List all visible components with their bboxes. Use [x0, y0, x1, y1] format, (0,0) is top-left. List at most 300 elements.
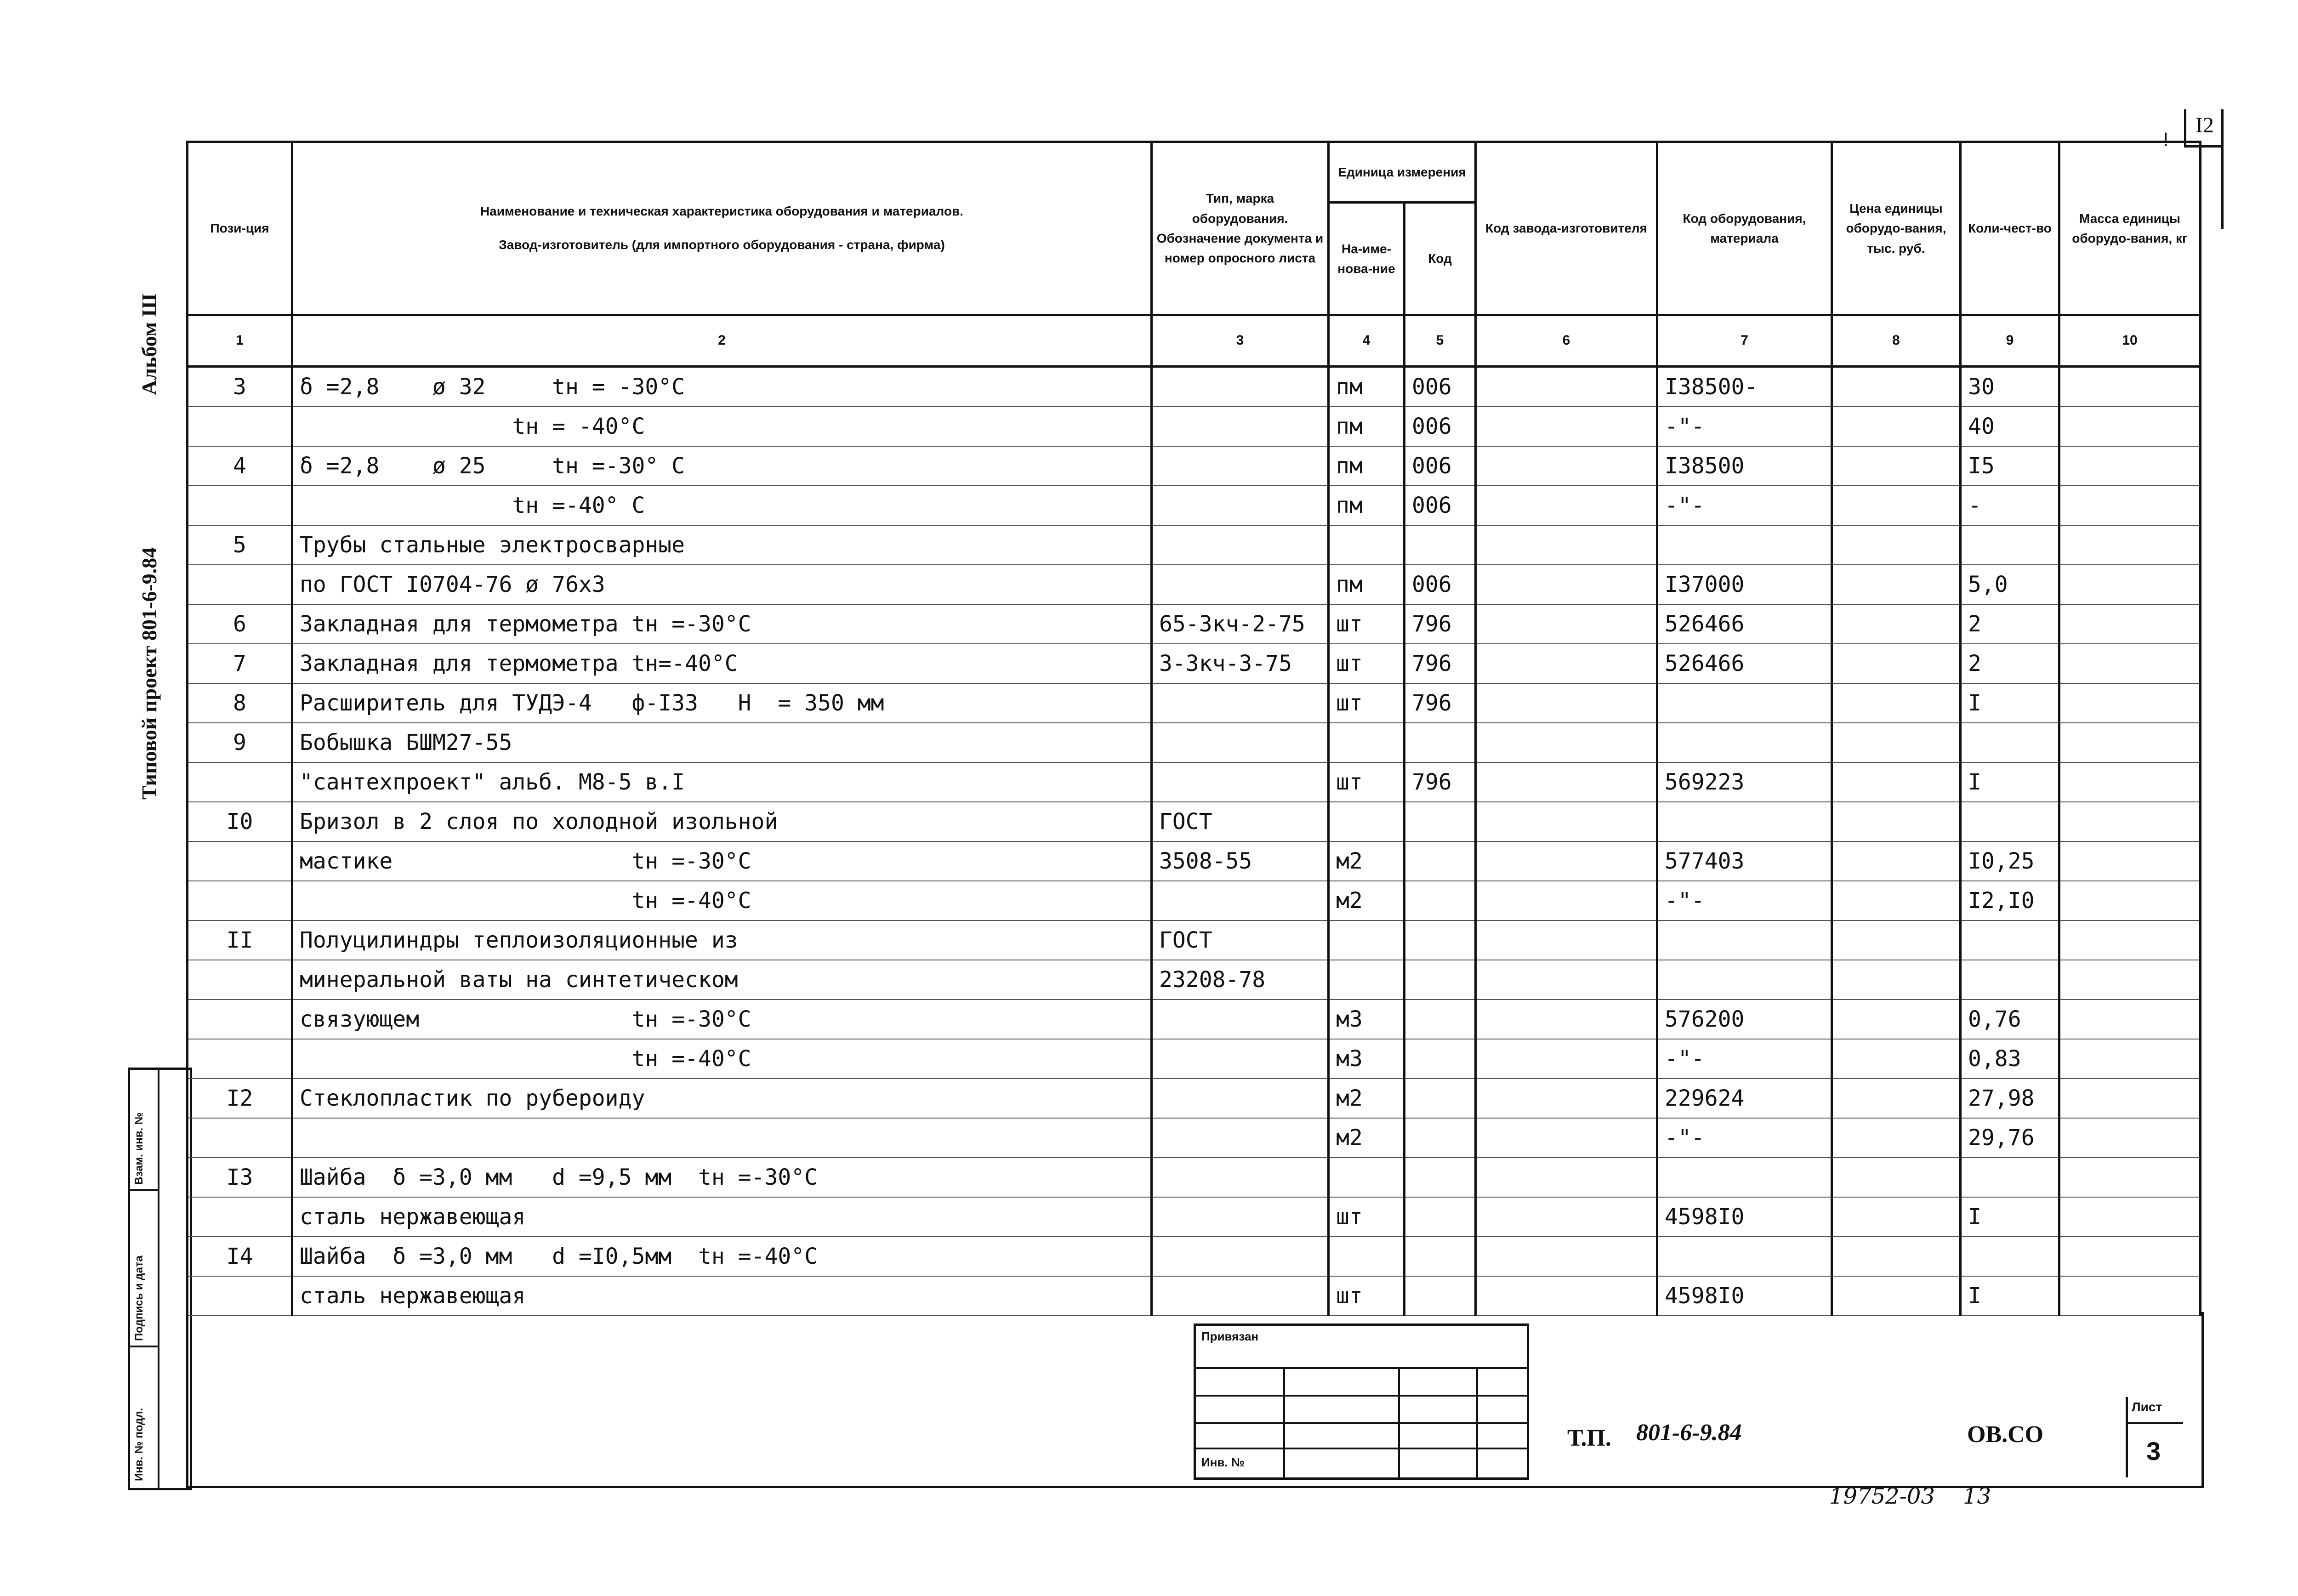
cell-qty: I5 — [1961, 446, 2059, 486]
col-number: 1 — [188, 315, 292, 367]
cell-plant — [1476, 565, 1657, 604]
cell-mat: -"- — [1657, 881, 1832, 920]
cell-name: tн = -40°C — [292, 407, 1152, 446]
cell-mass — [2059, 802, 2201, 841]
cell-mat: 526466 — [1657, 604, 1832, 644]
cell-price — [1832, 723, 1961, 762]
cell-unit: м2 — [1329, 1079, 1405, 1118]
header-name-line2: Завод-изготовитель (для импортного оборудования - страна, фирма) — [499, 238, 945, 252]
header-price: Цена единицы оборудо-вания, тыс. руб. — [1832, 142, 1961, 315]
cell-plant — [1476, 1237, 1657, 1276]
cell-mat: 526466 — [1657, 644, 1832, 683]
left-stamp-column — [128, 1068, 192, 1490]
cell-code: 006 — [1405, 565, 1476, 604]
cell-pos — [188, 960, 292, 1000]
cell-mass — [2059, 525, 2201, 565]
cell-pos: 7 — [188, 644, 292, 683]
table-row — [188, 1237, 2201, 1276]
cell-code — [1405, 920, 1476, 960]
cell-pos — [188, 486, 292, 525]
sheet-value: 3 — [2146, 1437, 2161, 1465]
col-number: 2 — [292, 315, 1152, 367]
cell-qty: I0,25 — [1961, 841, 2059, 881]
cell-unit — [1329, 920, 1405, 960]
cell-name: Трубы стальные электросварные — [292, 525, 1152, 565]
cell-pos — [188, 1118, 292, 1158]
cell-price — [1832, 802, 1961, 841]
cell-code — [1405, 802, 1476, 841]
cell-unit: шт — [1329, 1197, 1405, 1237]
cell-pos — [188, 1039, 292, 1079]
cell-price — [1832, 525, 1961, 565]
table-row — [188, 683, 2201, 723]
header-unit: Единица измерения — [1329, 142, 1476, 203]
cell-mat: I38500 — [1657, 446, 1832, 486]
table-row — [188, 446, 2201, 486]
cell-qty — [1961, 723, 2059, 762]
cell-price — [1832, 683, 1961, 723]
col-number: 5 — [1405, 315, 1476, 367]
cell-unit: пм — [1329, 565, 1405, 604]
cell-pos: I3 — [188, 1158, 292, 1197]
cell-unit: шт — [1329, 644, 1405, 683]
cell-code — [1405, 1000, 1476, 1039]
album-label: Альбом Ш — [137, 293, 161, 395]
cell-unit: пм — [1329, 446, 1405, 486]
cell-unit — [1329, 525, 1405, 565]
cell-code: 796 — [1405, 604, 1476, 644]
col-number: 3 — [1152, 315, 1329, 367]
cell-plant — [1476, 1276, 1657, 1316]
cell-pos: I0 — [188, 802, 292, 841]
cell-mat: 569223 — [1657, 762, 1832, 802]
cell-qty: 2 — [1961, 604, 2059, 644]
cell-plant — [1476, 802, 1657, 841]
cell-code — [1405, 841, 1476, 881]
cell-mass — [2059, 407, 2201, 446]
cell-type — [1152, 565, 1329, 604]
cell-qty: 29,76 — [1961, 1118, 2059, 1158]
table-row — [188, 841, 2201, 881]
cell-name: "сантехпроект" альб. М8-5 в.I — [292, 762, 1152, 802]
cell-unit — [1329, 1237, 1405, 1276]
cell-mat — [1657, 960, 1832, 1000]
cell-pos — [188, 1000, 292, 1039]
cell-price — [1832, 1118, 1961, 1158]
cell-mat — [1657, 683, 1832, 723]
cell-unit: пм — [1329, 367, 1405, 407]
header-unit-name: На-име-нова-ние — [1329, 203, 1405, 315]
cell-price — [1832, 604, 1961, 644]
cell-mass — [2059, 881, 2201, 920]
cell-name — [292, 1118, 1152, 1158]
col-number: 8 — [1832, 315, 1961, 367]
cell-code: 796 — [1405, 644, 1476, 683]
col-number: 4 — [1329, 315, 1405, 367]
cell-unit: шт — [1329, 762, 1405, 802]
cell-qty: 40 — [1961, 407, 2059, 446]
table-row — [188, 1118, 2201, 1158]
cell-mat: 4598I0 — [1657, 1276, 1832, 1316]
cell-price — [1832, 486, 1961, 525]
cell-pos: I2 — [188, 1079, 292, 1118]
cell-type — [1152, 1079, 1329, 1118]
cell-name: Стеклопластик по рубероиду — [292, 1079, 1152, 1118]
cell-qty: - — [1961, 486, 2059, 525]
cell-mass — [2059, 723, 2201, 762]
specification-table — [186, 141, 2201, 1316]
cell-price — [1832, 367, 1961, 407]
bottom-note: 19752-03 13 — [1829, 1483, 1991, 1509]
cell-mat: 576200 — [1657, 1000, 1832, 1039]
cell-mat: -"- — [1657, 1118, 1832, 1158]
cell-qty: I — [1961, 762, 2059, 802]
cell-qty: 2 — [1961, 644, 2059, 683]
stamp-label-replace: Взам. инв. № — [133, 1112, 145, 1185]
sheet-tick: ! — [2160, 130, 2172, 151]
cell-name: минеральной ваты на синтетическом — [292, 960, 1152, 1000]
cell-type — [1152, 486, 1329, 525]
cell-price — [1832, 1000, 1961, 1039]
cell-unit: м3 — [1329, 1039, 1405, 1079]
header-name-line1: Наименование и техническая характеристика оборудования и материалов. — [480, 204, 964, 219]
cell-mass — [2059, 604, 2201, 644]
cell-name: Полуцилиндры теплоизоляционные из — [292, 920, 1152, 960]
cell-plant — [1476, 1158, 1657, 1197]
cell-pos: 8 — [188, 683, 292, 723]
cell-mat — [1657, 920, 1832, 960]
project-label: Типовой проект 801-6-9.84 — [137, 547, 161, 800]
table-row — [188, 802, 2201, 841]
cell-price — [1832, 1197, 1961, 1237]
cell-name: Шайба δ =3,0 мм d =I0,5мм tн =-40°C — [292, 1237, 1152, 1276]
table-row — [188, 920, 2201, 960]
cell-plant — [1476, 762, 1657, 802]
cell-mat — [1657, 1237, 1832, 1276]
cell-name: сталь нержавеющая — [292, 1197, 1152, 1237]
cell-mat: I37000 — [1657, 565, 1832, 604]
cell-name: Закладная для термометра tн =-30°C — [292, 604, 1152, 644]
table-row — [188, 1039, 2201, 1079]
cell-type — [1152, 1276, 1329, 1316]
cell-type — [1152, 367, 1329, 407]
cell-type — [1152, 1000, 1329, 1039]
cell-mass — [2059, 762, 2201, 802]
cell-pos — [188, 881, 292, 920]
cell-name: по ГОСТ I0704-76 ø 76х3 — [292, 565, 1152, 604]
cell-mat: I38500- — [1657, 367, 1832, 407]
col-number: 6 — [1476, 315, 1657, 367]
bind-vline — [1476, 1367, 1478, 1477]
cell-name: δ =2,8 ø 25 tн =-30° C — [292, 446, 1152, 486]
bind-vline — [1398, 1367, 1400, 1477]
header-mass: Масса единицы оборудо-вания, кг — [2059, 142, 2201, 315]
cell-price — [1832, 841, 1961, 881]
stamp-divider — [158, 1070, 159, 1488]
cell-type: 65-3кч-2-75 — [1152, 604, 1329, 644]
table-row — [188, 960, 2201, 1000]
cell-code — [1405, 1158, 1476, 1197]
cell-plant — [1476, 723, 1657, 762]
cell-unit: пм — [1329, 486, 1405, 525]
cell-type — [1152, 1197, 1329, 1237]
cell-code: 006 — [1405, 367, 1476, 407]
stamp-cell-inv — [130, 1346, 158, 1486]
cell-mass — [2059, 1039, 2201, 1079]
cell-code — [1405, 1079, 1476, 1118]
cell-plant — [1476, 525, 1657, 565]
cell-mass — [2059, 841, 2201, 881]
cell-plant — [1476, 446, 1657, 486]
cell-type: 23208-78 — [1152, 960, 1329, 1000]
cell-mass — [2059, 1197, 2201, 1237]
stamp-cell-sign — [130, 1189, 158, 1347]
cell-mass — [2059, 683, 2201, 723]
table-row — [188, 1197, 2201, 1237]
cell-price — [1832, 407, 1961, 446]
cell-mat: -"- — [1657, 486, 1832, 525]
cell-plant — [1476, 1000, 1657, 1039]
tp-label: Т.П. — [1567, 1425, 1611, 1451]
cell-qty: 0,83 — [1961, 1039, 2059, 1079]
cell-price — [1832, 920, 1961, 960]
cell-code: 006 — [1405, 407, 1476, 446]
doc-code: ОВ.СО — [1967, 1421, 2044, 1448]
table-row — [188, 1158, 2201, 1197]
cell-mass — [2059, 1237, 2201, 1276]
sheet-label: Лист — [2132, 1400, 2162, 1414]
col-number: 7 — [1657, 315, 1832, 367]
stamp-cell-replace — [130, 1070, 158, 1191]
cell-type — [1152, 723, 1329, 762]
cell-unit — [1329, 960, 1405, 1000]
cell-pos — [188, 841, 292, 881]
cell-unit: пм — [1329, 407, 1405, 446]
table-row — [188, 407, 2201, 446]
cell-type — [1152, 407, 1329, 446]
cell-qty: I2,I0 — [1961, 881, 2059, 920]
cell-name: tн =-40° C — [292, 486, 1152, 525]
cell-name: Расширитель для ТУДЭ-4 ф-I33 H = 350 мм — [292, 683, 1152, 723]
header-type: Тип, марка оборудования. Обозначение документа и номер опросного листа — [1152, 142, 1329, 315]
cell-type — [1152, 683, 1329, 723]
cell-price — [1832, 1237, 1961, 1276]
cell-price — [1832, 1039, 1961, 1079]
cell-mat — [1657, 525, 1832, 565]
project-label-box — [137, 469, 165, 800]
cell-unit — [1329, 723, 1405, 762]
album-label-box — [137, 285, 165, 404]
cell-type: ГОСТ — [1152, 920, 1329, 960]
cell-price — [1832, 960, 1961, 1000]
cell-plant — [1476, 1118, 1657, 1158]
cell-price — [1832, 644, 1961, 683]
cell-name: tн =-40°C — [292, 1039, 1152, 1079]
cell-plant — [1476, 407, 1657, 446]
cell-plant — [1476, 841, 1657, 881]
cell-mat — [1657, 1158, 1832, 1197]
cell-price — [1832, 1276, 1961, 1316]
cell-price — [1832, 1158, 1961, 1197]
col-number: 9 — [1961, 315, 2059, 367]
cell-name: Закладная для термометра tн=-40°C — [292, 644, 1152, 683]
right-border-bar — [2221, 109, 2224, 229]
cell-type: 3508-55 — [1152, 841, 1329, 881]
table-row — [188, 1000, 2201, 1039]
cell-mass — [2059, 486, 2201, 525]
cell-name: tн =-40°C — [292, 881, 1152, 920]
header-quantity: Коли-чест-во — [1961, 142, 2059, 315]
cell-mass — [2059, 565, 2201, 604]
cell-pos: 3 — [188, 367, 292, 407]
cell-pos — [188, 1276, 292, 1316]
cell-unit: шт — [1329, 683, 1405, 723]
cell-plant — [1476, 1079, 1657, 1118]
cell-unit: м3 — [1329, 1000, 1405, 1039]
cell-mass — [2059, 1276, 2201, 1316]
cell-unit: м2 — [1329, 881, 1405, 920]
cell-name: сталь нержавеющая — [292, 1276, 1152, 1316]
cell-code — [1405, 960, 1476, 1000]
cell-name: δ =2,8 ø 32 tн = -30°C — [292, 367, 1152, 407]
cell-mass — [2059, 1079, 2201, 1118]
cell-mass — [2059, 1118, 2201, 1158]
cell-qty: I — [1961, 683, 2059, 723]
cell-pos — [188, 565, 292, 604]
sheet-number: I2 — [2184, 109, 2223, 148]
cell-type — [1152, 1118, 1329, 1158]
cell-name: связующем tн =-30°C — [292, 1000, 1152, 1039]
stamp-label-sign: Подпись и дата — [133, 1255, 145, 1341]
cell-price — [1832, 1079, 1961, 1118]
header-material-code: Код оборудования, материала — [1657, 142, 1832, 315]
cell-price — [1832, 565, 1961, 604]
cell-type: ГОСТ — [1152, 802, 1329, 841]
cell-mat: -"- — [1657, 407, 1832, 446]
cell-unit: шт — [1329, 1276, 1405, 1316]
bind-vline — [1283, 1367, 1285, 1477]
cell-qty: 0,76 — [1961, 1000, 2059, 1039]
cell-code — [1405, 1197, 1476, 1237]
cell-unit: шт — [1329, 604, 1405, 644]
cell-mat: -"- — [1657, 1039, 1832, 1079]
cell-qty: 5,0 — [1961, 565, 2059, 604]
cell-price — [1832, 762, 1961, 802]
table-row — [188, 1079, 2201, 1118]
cell-code — [1405, 1039, 1476, 1079]
sheet-box — [2126, 1397, 2183, 1477]
cell-type — [1152, 1158, 1329, 1197]
binding-box — [1194, 1323, 1529, 1480]
cell-mat: 229624 — [1657, 1079, 1832, 1118]
cell-price — [1832, 446, 1961, 486]
cell-plant — [1476, 1039, 1657, 1079]
cell-type — [1152, 1039, 1329, 1079]
cell-plant — [1476, 881, 1657, 920]
cell-type — [1152, 1237, 1329, 1276]
table-row — [188, 762, 2201, 802]
cell-unit: м2 — [1329, 1118, 1405, 1158]
cell-unit: м2 — [1329, 841, 1405, 881]
column-number-row — [188, 315, 2201, 367]
cell-code — [1405, 525, 1476, 565]
cell-type — [1152, 881, 1329, 920]
header-position: Пози-ция — [188, 142, 292, 315]
cell-code: 006 — [1405, 486, 1476, 525]
cell-mass — [2059, 644, 2201, 683]
cell-qty: 30 — [1961, 367, 2059, 407]
cell-plant — [1476, 1197, 1657, 1237]
stamp-label-inv: Инв. № подл. — [133, 1408, 145, 1481]
cell-pos: II — [188, 920, 292, 960]
cell-code — [1405, 1118, 1476, 1158]
table-row — [188, 881, 2201, 920]
cell-pos — [188, 407, 292, 446]
header-plant-code: Код завода-изготовителя — [1476, 142, 1657, 315]
cell-pos: 4 — [188, 446, 292, 486]
cell-qty — [1961, 1158, 2059, 1197]
cell-code — [1405, 723, 1476, 762]
cell-mat: 4598I0 — [1657, 1197, 1832, 1237]
table-row — [188, 723, 2201, 762]
cell-pos — [188, 762, 292, 802]
header-unit-code: Код — [1405, 203, 1476, 315]
cell-mass — [2059, 1158, 2201, 1197]
cell-pos: 6 — [188, 604, 292, 644]
cell-qty — [1961, 920, 2059, 960]
cell-code — [1405, 1237, 1476, 1276]
cell-plant — [1476, 960, 1657, 1000]
cell-qty — [1961, 960, 2059, 1000]
cell-mass — [2059, 446, 2201, 486]
table-row — [188, 525, 2201, 565]
col-number: 10 — [2059, 315, 2201, 367]
cell-mat: 577403 — [1657, 841, 1832, 881]
table-row — [188, 565, 2201, 604]
cell-name: Шайба δ =3,0 мм d =9,5 мм tн =-30°C — [292, 1158, 1152, 1197]
cell-pos: 5 — [188, 525, 292, 565]
table-row — [188, 1276, 2201, 1316]
table-row — [188, 486, 2201, 525]
cell-type: 3-3кч-3-75 — [1152, 644, 1329, 683]
cell-plant — [1476, 486, 1657, 525]
cell-plant — [1476, 644, 1657, 683]
cell-plant — [1476, 604, 1657, 644]
header-name — [292, 142, 1152, 315]
cell-plant — [1476, 683, 1657, 723]
cell-name: Бобышка БШМ27-55 — [292, 723, 1152, 762]
bound-label: Привязан — [1201, 1329, 1259, 1343]
cell-plant — [1476, 367, 1657, 407]
cell-mass — [2059, 1000, 2201, 1039]
cell-price — [1832, 881, 1961, 920]
cell-qty: I — [1961, 1197, 2059, 1237]
cell-mass — [2059, 960, 2201, 1000]
cell-type — [1152, 446, 1329, 486]
cell-qty — [1961, 1237, 2059, 1276]
sheet-box-line — [2128, 1422, 2183, 1424]
cell-qty: 27,98 — [1961, 1079, 2059, 1118]
cell-code: 796 — [1405, 683, 1476, 723]
table-row — [188, 604, 2201, 644]
table-row — [188, 644, 2201, 683]
cell-code: 796 — [1405, 762, 1476, 802]
cell-qty: I — [1961, 1276, 2059, 1316]
cell-type — [1152, 525, 1329, 565]
cell-mat — [1657, 723, 1832, 762]
cell-mat — [1657, 802, 1832, 841]
cell-pos — [188, 1197, 292, 1237]
